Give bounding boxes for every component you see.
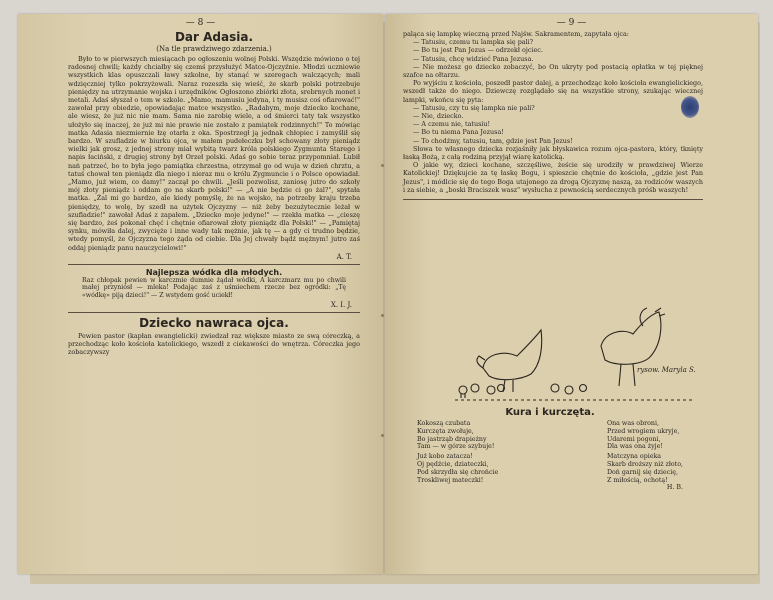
story-body-2: Raz chłopak pewien w karczmie dumnie żądał wódki, A karczmarz mu po chwili małej przyniósł — mleka! Podając zaś z uśmiechem rzecze bez ogródki: „Tę «wódkę» piją dzieci!" — Z wstydem gość uciekł!: [82, 276, 346, 300]
divider: [403, 199, 703, 200]
story-signature: A. T.: [336, 252, 352, 261]
page-number-right: — 9 —: [556, 18, 587, 28]
story-title: Dar Adasia.: [174, 30, 254, 44]
story-body-3: Pewien pastor (kapłan ewangielicki) zwiedzał raz większe miasto ze swą córeczką, a przechodząc koło kościoła katolickiego, wszedł z ciekawości do wnętrza. Córeczka jego zobaczywszy: [68, 331, 360, 357]
story-subtitle: (Na tle prawdziwego zdarzenia.): [156, 45, 272, 53]
staple-hole: [381, 434, 384, 437]
poem-signature: H. B.: [666, 484, 683, 492]
hen-and-chicks-illustration: [455, 306, 705, 406]
story-signature-2: X. I. J.: [330, 300, 352, 309]
staple-hole: [381, 314, 384, 317]
poem-title: Kura i kurczęta.: [505, 407, 595, 418]
staple-hole: [381, 164, 384, 167]
story-continuation: paląca się lampkę wieczną przed Najśw. Sakramentem, zapytała ojca: — Tatusiu, czemu tu lampka się pali? — Bo tu jest Pan Jezus — odrzekł ojciec. — Tatusiu, chcę widzieć Pana Jezusa. — Nie możesz go dziecko zobaczyć, bo On ukryty pod postacią opłatka w tej pięknej szafce na ołtarzu. Po wyjściu z kościoła, poszedł pastor dalej, a przechodząc koło kościoła ewangielickiego, wszedł także do niego. Dziewczę rozglądało się na wszystkie strony, szukając wiecznej lampki, wkońcu się pyta: — Tatusiu, czy tu się lampka nie pali? — Nie, dziecko. — A czemu nie, tatusiu! — Bo tu niema Pana Jezusa! — To chodźmy, tatusiu, tam, gdzie jest Pan Jezus! Słowa te własnego dziecka rozjaśniły jak błyskawica rozum ojca-pastora, który, tknięty łaską Bożą, z całą rodziną przyjął wiarę katolicką. O jakie wy, dzieci kochane, szczęśliwe, żeście się urodziły w prawdziwej Wierze Katolickiej! Dziękujcie za tę łaskę Bogu, i spieszcie chętnie do kościoła, „gdzie jest Pan Jezus", i módlcie się do tego Boga utajonego za drogą Ojczyznę naszą, za rodziców waszych i za siebie, a „boski Braciszek wasz" wysłucha z pewnością serdecznych próśb waszych!: [403, 30, 703, 203]
poem-kura-i-kurczeta: [395, 407, 705, 492]
story-title-3: Dziecko nawraca ojca.: [139, 315, 289, 330]
story-title-2: Najlepsza wódka dla młodych.: [145, 267, 283, 277]
story-dar-adasia: [68, 30, 360, 356]
page-number-left: — 8 —: [185, 18, 216, 28]
divider: [68, 264, 360, 265]
left-page: [18, 14, 383, 574]
poem-column-1: Kokoszą czubata Kurczęta zwołuje, Bo jastrząb drapieżny Tam — w górze szybuje! Już kobo zatacza! Oj pędźcie, dziateczki, Pod skrzydła się chrońcie Troskliwej mateczki!: [417, 420, 499, 484]
poem-column-2: Ona was obroni, Przed wrogiem ukryje, Udaremi pogoni, Dla was ona żyje! Matczyna opieka Skarb droższy niż złoto, Doń garnij się dziecię, Z miłością, ochotą! H. B.: [606, 420, 683, 492]
ink-stain: [681, 96, 699, 118]
story-body: [68, 55, 360, 252]
divider: [68, 312, 360, 313]
story-paragraph: Było to w pierwszych miesiącach po ogłoszeniu wolnej Polski. Wszędzie mówiono o tej radosnej chwili; każdy chciałby się czemś przysłużyć Matce-Ojczyźnie. Młodzi uczniowie wszystkich klas opuszczali ławy szkolne, by stanąć w szeregach walczących; mali wdzięczniej tylko pokrzyżowali. Naraz rozeszła się wieść, że skarb polski potrzebuje pieniędzy na utrzymanie wojska i urzędników. Ogłoszono zbiórki złota, srebrnych monet i metali. Adaś słyszał o tem w szkole. „Mamo, mamusiu jedyna, i ty musisz coś ofiarować!" zawołał przy obiedzie, opowiadając matce wszystko. „Radabym, moje dziecko kochane, ale wiesz, że już nic nie mam. Sama nie zarobię wiele, a od śmierci taty tak wszystko ułożyło się inaczej, że już mi nie prawie nie zostało z pamiątek rodzinnych!" To mówiąc matka Adasia niezmiernie łzę otarła z oka. Spostrzegł ją jednak chłopiec i zamyślił się bardzo. W szufladzie w biurku ojca, w małem pudełeczku był schowany złoty pieniądz wielki jak grosz, z jednej strony miał wybitą twarz króla polskiego Zygmunta Starego i napis łaciński, z drugiej strony był Orzeł polski. Adaś go sobie teraz przypomniał. Lubił nań patrzeć, bo to była jego pamiątka chrzestna, otrzymał go od wuja w dzień chrztu, a tatuś chował ten pieniądz dla niego i nieraz mu o królu Zygmuncie i o Polsce opowiadał. „Mamo, już wiem, co damy!" zaczął po chwili. „Jeśli pozwolisz, zaniosę jutro do szkoły mój złoty pieniądz i oddam go na skarb polski!" — „A nie będzie ci go żal?", spytała matka. „Żal mi go bardzo, ale kiedy pomyślę, że na wojsko, na potrzeby kraju trzeba pieniędzy, to wolę, by szedł na użytek Ojczyzny — niż żeby bezużytecznie leżał w szufladzie!" zawołał Adaś z zapałem. „Dziecko moje jedyne!" — rzekła matka — „cieszę się bardzo, żeś pokonał chęć i chętnie ofiarował złoty pieniądz dla Polski!" — „Pamiętaj synku, mówiła dalej, zwycięże i inne wady tak mężnie, jak tę — a gdy ci trudno będzie, wtedy pomyśl, że Ojczyzna tego żąda od ciebie. Dla Jej chwały bądź mężnym! jutro zaś oddaj pieniądz panu nauczycielowi!": [68, 55, 360, 252]
illustration-signature: rysow. Maryla S.: [637, 366, 696, 374]
right-page: [385, 14, 758, 574]
booklet-spread: [18, 14, 758, 586]
